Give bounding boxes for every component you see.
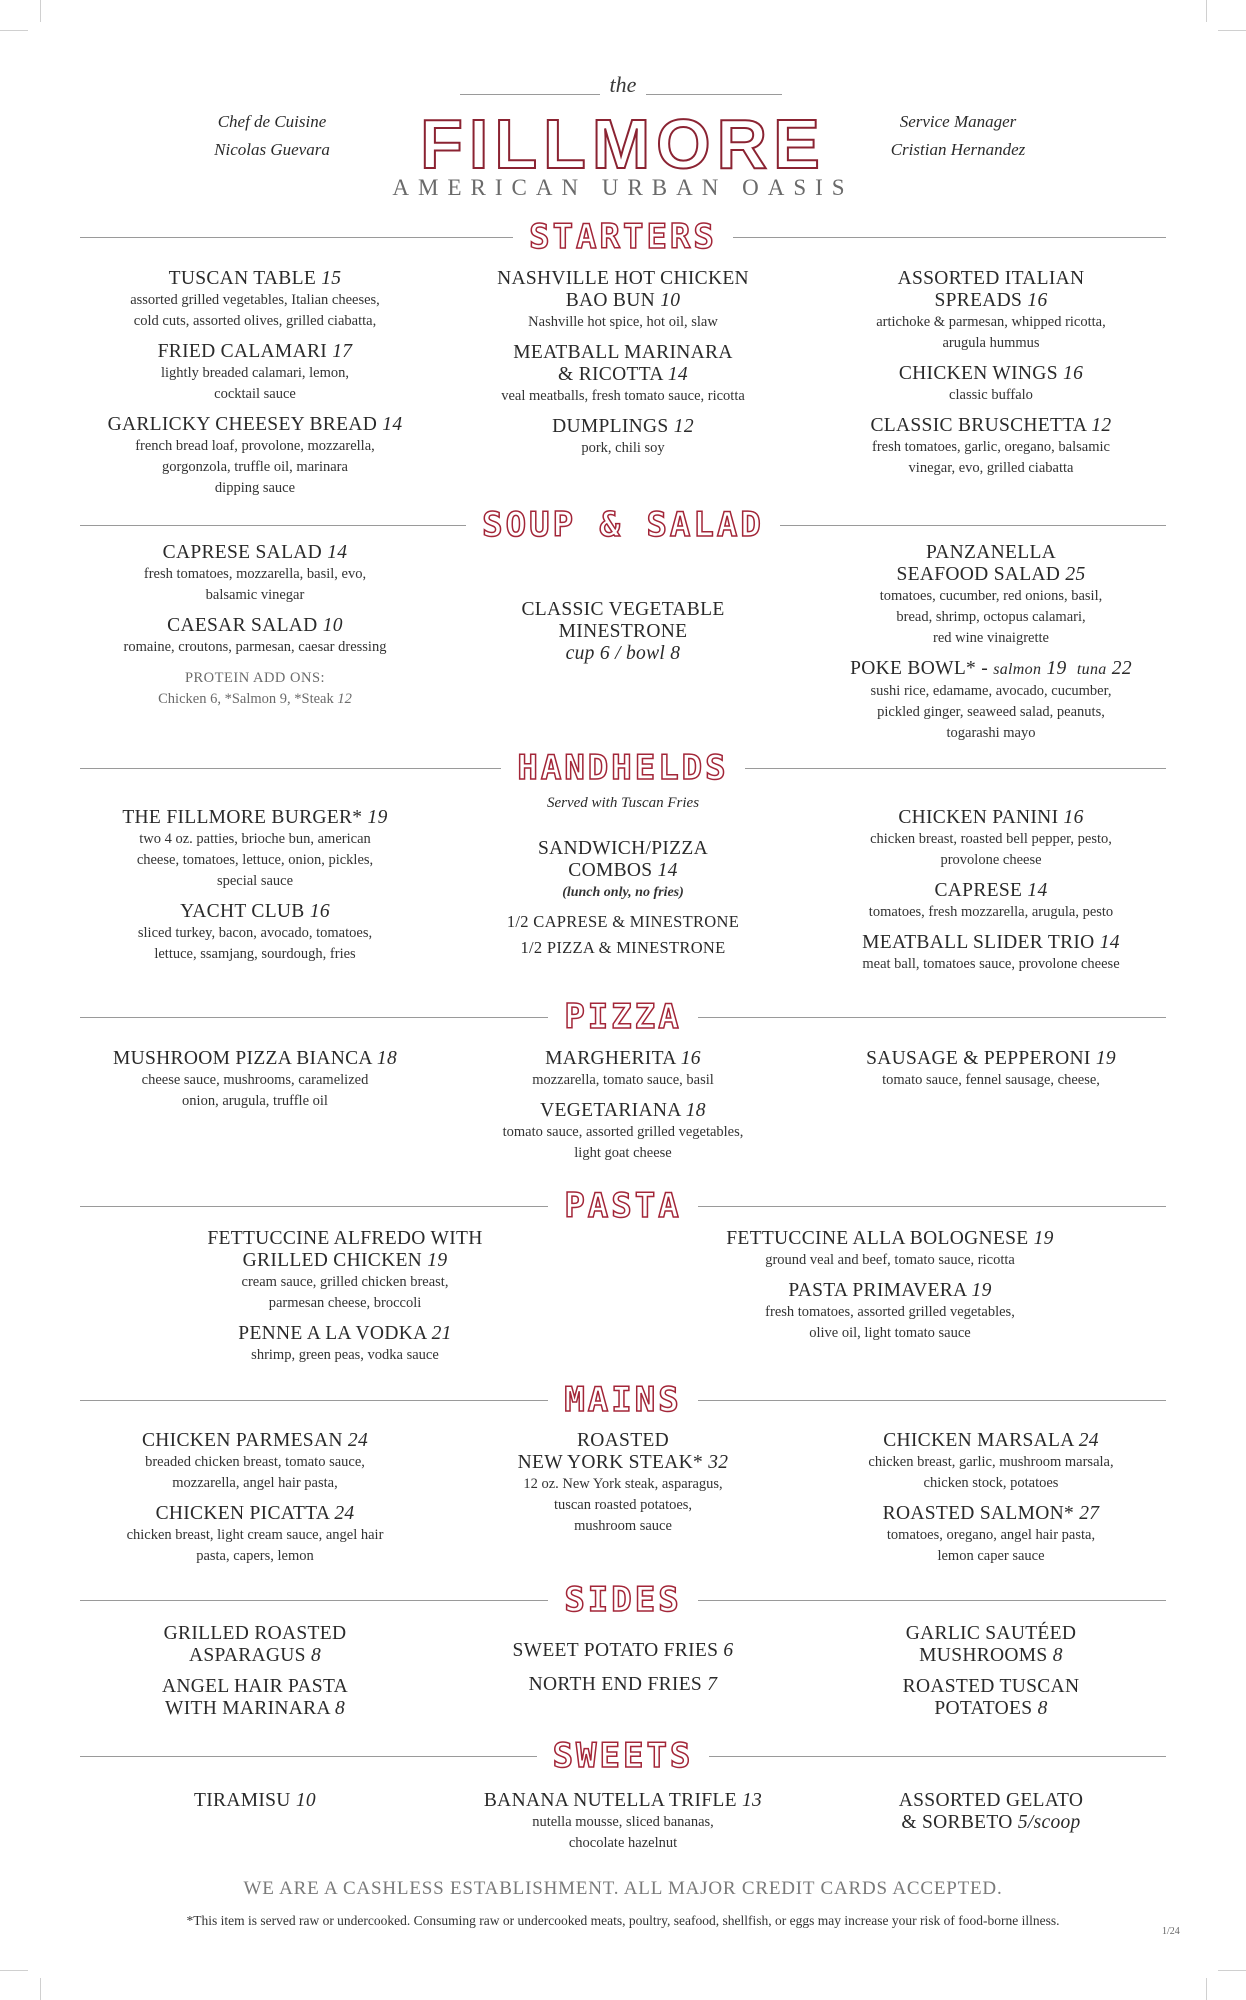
- crop-mark: [0, 30, 28, 31]
- item-desc: fresh tomatoes, assorted grilled vegetables,: [765, 1304, 1015, 1320]
- item-desc: gorgonzola, truffle oil, marinara: [162, 459, 348, 475]
- item-name: TIRAMISU: [194, 1790, 291, 1811]
- item-name: CAPRESE: [934, 880, 1023, 901]
- raw-food-disclaimer: *This item is served raw or undercooked. Consuming raw or undercooked meats, poultry, seafood, shellfish, or eggs may increase your risk of food-borne illness.: [186, 1913, 1060, 1928]
- menu-item: [80, 1430, 430, 1494]
- item-option: tuna: [1076, 661, 1107, 678]
- item-desc: mushroom sauce: [574, 1518, 672, 1534]
- item-price: 19: [1046, 658, 1067, 679]
- item-option: salmon: [993, 661, 1042, 678]
- item-desc: chicken breast, garlic, mushroom marsala,: [868, 1454, 1114, 1470]
- handhelds-col-2: [448, 838, 798, 961]
- pasta-col-2: [700, 1228, 1080, 1353]
- addons-price: 12: [337, 691, 352, 707]
- menu-item: [448, 1640, 798, 1662]
- item-name: WITH MARINARA: [164, 1698, 330, 1719]
- menu-item: [448, 342, 798, 407]
- menu-item: [80, 615, 430, 658]
- item-desc: chocolate hazelnut: [568, 1835, 678, 1851]
- item-price: 24: [1078, 1430, 1099, 1451]
- section-soup-salad: [0, 503, 1246, 547]
- item-name: DUMPLINGS: [552, 416, 669, 437]
- section-handhelds: [0, 746, 1246, 790]
- item-desc: tomatoes, cucumber, red onions, basil,: [879, 588, 1103, 604]
- item-desc: classic buffalo: [949, 387, 1033, 403]
- brand-subtitle: AMERICAN URBAN OASIS: [392, 175, 854, 200]
- item-name: MUSHROOMS: [919, 1645, 1048, 1666]
- item-desc: ground veal and beef, tomato sauce, ricotta: [765, 1252, 1015, 1268]
- item-price: 14: [382, 414, 403, 435]
- item-desc: bread, shrimp, octopus calamari,: [896, 609, 1086, 625]
- item-desc: chicken breast, light cream sauce, angel hair: [126, 1527, 384, 1543]
- soup-salad-col-2: [448, 599, 798, 674]
- crop-mark: [1218, 30, 1246, 31]
- crop-mark: [1206, 1978, 1207, 2000]
- item-price: 12: [1091, 415, 1112, 436]
- item-desc: pork, chili soy: [581, 440, 665, 456]
- menu-item: [816, 1048, 1166, 1091]
- item-desc: cocktail sauce: [214, 386, 296, 402]
- item-desc: balsamic vinegar: [205, 587, 305, 603]
- item-name: FRIED CALAMARI: [157, 341, 328, 362]
- item-desc: artichoke & parmesan, whipped ricotta,: [876, 314, 1106, 330]
- menu-item: [816, 363, 1166, 406]
- menu-item: [816, 658, 1166, 744]
- crop-mark: [40, 1978, 41, 2000]
- item-name: GARLICKY CHEESEY BREAD: [107, 414, 378, 435]
- menu-item: [80, 1048, 430, 1112]
- item-price: 22: [1111, 658, 1132, 679]
- item-name: CAPRESE SALAD: [162, 542, 323, 563]
- item-desc: cheese, tomatoes, lettuce, onion, pickles,: [136, 852, 374, 868]
- cashless-notice: WE ARE A CASHLESS ESTABLISHMENT. ALL MAJOR CREDIT CARDS ACCEPTED.: [243, 1878, 1003, 1899]
- pasta-col-1: [180, 1228, 510, 1375]
- item-price: 19: [367, 807, 388, 828]
- item-price: 15: [321, 268, 342, 289]
- item-name: ANGEL HAIR PASTA: [162, 1676, 348, 1697]
- item-name: & RICOTTA: [558, 364, 663, 385]
- item-name: ROASTED SALMON*: [882, 1503, 1075, 1524]
- item-price: 24: [334, 1503, 355, 1524]
- item-price: 8: [334, 1698, 345, 1719]
- item-name: GARLIC SAUTÉED: [905, 1623, 1077, 1644]
- item-desc: olive oil, light tomato sauce: [809, 1325, 971, 1341]
- item-name: BAO BUN: [565, 290, 656, 311]
- menu-item: [816, 1430, 1166, 1494]
- item-name: GRILLED CHICKEN: [242, 1250, 423, 1271]
- item-name: ASSORTED ITALIAN: [897, 268, 1085, 289]
- mains-col-1: [80, 1430, 430, 1576]
- item-name: MINESTRONE: [558, 621, 688, 642]
- brand-the: the: [609, 72, 637, 97]
- item-name: CAESAR SALAD: [167, 615, 318, 636]
- item-desc: tomato sauce, fennel sausage, cheese,: [882, 1072, 1100, 1088]
- item-desc: lettuce, ssamjang, sourdough, fries: [154, 946, 356, 962]
- item-desc: Nashville hot spice, hot oil, slaw: [528, 314, 718, 330]
- item-price: 5/scoop: [1017, 1812, 1081, 1833]
- item-desc: parmesan cheese, broccoli: [268, 1295, 422, 1311]
- section-title: STARTERS: [513, 217, 733, 257]
- item-price: 16: [1027, 290, 1048, 311]
- item-desc: chicken breast, roasted bell pepper, pesto,: [870, 831, 1112, 847]
- menu-item: [816, 542, 1166, 649]
- menu-item: [80, 1676, 430, 1720]
- menu-item: [80, 1623, 430, 1667]
- item-price: 16: [1063, 807, 1084, 828]
- item-name: NORTH END FRIES: [528, 1674, 703, 1695]
- item-price: 10: [322, 615, 343, 636]
- item-name: FETTUCCINE ALFREDO WITH: [207, 1228, 483, 1249]
- menu-item: [448, 268, 798, 333]
- item-price: 8: [1037, 1698, 1048, 1719]
- item-price: 8: [1052, 1645, 1063, 1666]
- menu-item: [448, 1100, 798, 1164]
- crop-mark: [40, 0, 41, 22]
- menu-item: [180, 1228, 510, 1314]
- chef-role: Chef de Cuisine: [217, 112, 327, 131]
- menu-item: [448, 1430, 798, 1537]
- item-desc: breaded chicken breast, tomato sauce,: [145, 1454, 365, 1470]
- section-title: PIZZA: [548, 997, 697, 1037]
- item-price: 14: [1099, 932, 1120, 953]
- item-name: CHICKEN PARMESAN: [141, 1430, 343, 1451]
- item-price: 7: [707, 1674, 718, 1695]
- starters-col-3: [816, 268, 1166, 488]
- item-name: PENNE A LA VODKA: [238, 1323, 427, 1344]
- menu-item: [448, 416, 798, 459]
- item-desc: vinegar, evo, grilled ciabatta: [908, 460, 1074, 476]
- item-desc: onion, arugula, truffle oil: [182, 1093, 328, 1109]
- item-name: POKE BOWL* -: [850, 658, 994, 679]
- item-price: 17: [332, 341, 353, 362]
- item-price: 21: [431, 1323, 452, 1344]
- item-name: POTATOES: [934, 1698, 1033, 1719]
- menu-item: [80, 807, 430, 892]
- item-name: GRILLED ROASTED: [163, 1623, 347, 1644]
- item-desc: pickled ginger, seaweed salad, peanuts,: [877, 704, 1105, 720]
- item-desc: special sauce: [216, 873, 294, 889]
- item-name: YACHT CLUB: [180, 901, 305, 922]
- item-desc: 12 oz. New York steak, asparagus,: [523, 1476, 723, 1492]
- item-desc: meat ball, tomatoes sauce, provolone cheese: [862, 956, 1120, 972]
- section-starters: [0, 215, 1246, 259]
- item-name: CHICKEN MARSALA: [883, 1430, 1074, 1451]
- sweets-col-3: [816, 1790, 1166, 1834]
- item-price: 27: [1079, 1503, 1100, 1524]
- crop-mark: [1206, 0, 1207, 22]
- item-name: PANZANELLA: [925, 542, 1057, 563]
- pizza-col-3: [816, 1048, 1166, 1100]
- item-price: 25: [1065, 564, 1086, 585]
- item-desc: two 4 oz. patties, brioche bun, american: [139, 831, 371, 847]
- mains-col-3: [816, 1430, 1166, 1576]
- protein-addons-title: PROTEIN ADD ONS:: [184, 670, 326, 686]
- handhelds-col-1: [80, 807, 430, 974]
- item-name: ROASTED: [576, 1430, 670, 1451]
- manager-role: Service Manager: [899, 112, 1017, 131]
- menu-item: [816, 415, 1166, 479]
- item-desc: sushi rice, edamame, avocado, cucumber,: [870, 683, 1112, 699]
- item-desc: nutella mousse, sliced bananas,: [532, 1814, 714, 1830]
- item-desc: chicken stock, potatoes: [923, 1475, 1059, 1491]
- sides-col-3: [816, 1623, 1166, 1729]
- item-price: 8: [311, 1645, 322, 1666]
- item-price: 32: [708, 1452, 729, 1473]
- item-desc: assorted grilled vegetables, Italian cheeses,: [130, 292, 380, 308]
- combo-option: 1/2 CAPRESE & MINESTRONE: [506, 912, 740, 931]
- section-title: MAINS: [548, 1380, 697, 1420]
- item-desc: french bread loaf, provolone, mozzarella,: [135, 438, 375, 454]
- menu-item: [816, 1623, 1166, 1667]
- item-name: CLASSIC VEGETABLE: [521, 599, 725, 620]
- item-name: THE FILLMORE BURGER*: [122, 807, 363, 828]
- combo-option: 1/2 PIZZA & MINESTRONE: [520, 938, 726, 957]
- item-desc: fresh tomatoes, garlic, oregano, balsamic: [872, 439, 1110, 455]
- soup-salad-col-1: [80, 542, 430, 710]
- item-desc: tuscan roasted potatoes,: [553, 1497, 693, 1513]
- item-price: 16: [680, 1048, 701, 1069]
- item-desc: light goat cheese: [574, 1145, 672, 1161]
- section-title: SWEETS: [537, 1736, 710, 1776]
- handhelds-col-3: [816, 807, 1166, 984]
- item-name: FETTUCCINE ALLA BOLOGNESE: [726, 1228, 1029, 1249]
- menu-item: [80, 341, 430, 405]
- manager-name: Cristian Hernandez: [890, 140, 1026, 159]
- item-price: 16: [1063, 363, 1084, 384]
- pizza-col-2: [448, 1048, 798, 1173]
- sweets-col-1: [80, 1790, 430, 1812]
- item-price: cup 6 / bowl 8: [565, 643, 681, 664]
- item-desc: red wine vinaigrette: [933, 630, 1049, 646]
- item-price: 19: [971, 1280, 992, 1301]
- menu-item: [80, 901, 430, 965]
- item-name: CHICKEN PICATTA: [155, 1503, 330, 1524]
- item-name: MUSHROOM PIZZA BIANCA: [112, 1048, 372, 1069]
- item-desc: mozzarella, tomato sauce, basil: [532, 1072, 714, 1088]
- section-title: PASTA: [548, 1186, 697, 1226]
- soup-salad-col-3: [816, 542, 1166, 753]
- item-price: 24: [347, 1430, 369, 1451]
- section-title: SIDES: [548, 1580, 697, 1620]
- item-desc: togarashi mayo: [946, 725, 1036, 741]
- item-name: NASHVILLE HOT CHICKEN: [497, 268, 749, 289]
- item-name: CHICKEN PANINI: [898, 807, 1059, 828]
- item-name: ROASTED TUSCAN: [902, 1676, 1080, 1697]
- item-price: 14: [657, 860, 678, 881]
- menu-item: [816, 932, 1166, 975]
- item-desc: lemon caper sauce: [937, 1548, 1045, 1564]
- item-name: MEATBALL SLIDER TRIO: [862, 932, 1095, 953]
- item-desc: arugula hummus: [942, 335, 1040, 351]
- menu-item: [180, 1323, 510, 1366]
- menu-item: [448, 1674, 798, 1696]
- item-name: SAUSAGE & PEPPERONI: [866, 1048, 1091, 1069]
- item-price: 13: [742, 1790, 763, 1811]
- item-price: 6: [723, 1640, 734, 1661]
- crop-mark: [1218, 1970, 1246, 1971]
- section-pizza: [0, 995, 1246, 1039]
- item-name: PASTA PRIMAVERA: [788, 1280, 967, 1301]
- item-price: 14: [1027, 880, 1048, 901]
- item-name: MARGHERITA: [545, 1048, 676, 1069]
- section-sweets: [0, 1734, 1246, 1778]
- item-price: 10: [660, 290, 681, 311]
- item-name: ASPARAGUS: [188, 1645, 306, 1666]
- menu-item: [448, 599, 798, 665]
- item-desc: cold cuts, assorted olives, grilled ciabatta,: [133, 313, 377, 329]
- item-price: 16: [309, 901, 330, 922]
- sides-col-1: [80, 1623, 430, 1729]
- addons-list: Chicken 6, *Salmon 9, *Steak: [158, 691, 338, 707]
- brand-title: FILLMORE: [420, 105, 826, 183]
- starters-col-1: [80, 268, 430, 508]
- item-name: VEGETARIANA: [540, 1100, 681, 1121]
- page-number: 1/24: [1162, 1926, 1180, 1937]
- item-price: 10: [295, 1790, 316, 1811]
- handhelds-note: Served with Tuscan Fries: [546, 795, 700, 811]
- item-desc: mozzarella, angel hair pasta,: [172, 1475, 338, 1491]
- menu-item: [816, 1503, 1166, 1567]
- chef-name: Nicolas Guevara: [214, 140, 330, 159]
- item-desc: cheese sauce, mushrooms, caramelized: [141, 1072, 369, 1088]
- item-price: 12: [673, 416, 694, 437]
- sweets-col-2: [448, 1790, 798, 1854]
- section-title: SOUP & SALAD: [466, 505, 780, 545]
- menu-item: [80, 414, 430, 499]
- menu-item: [80, 542, 430, 606]
- section-sides: [0, 1578, 1246, 1622]
- item-name: SEAFOOD SALAD: [896, 564, 1061, 585]
- item-desc: tomatoes, oregano, angel hair pasta,: [886, 1527, 1096, 1543]
- pizza-col-1: [80, 1048, 430, 1121]
- item-price: 18: [376, 1048, 398, 1069]
- item-desc: sliced turkey, bacon, avocado, tomatoes,: [137, 925, 373, 941]
- item-price: 19: [1033, 1228, 1054, 1249]
- item-name: SPREADS: [934, 290, 1023, 311]
- item-name: SWEET POTATO FRIES: [512, 1640, 719, 1661]
- item-price: 18: [685, 1100, 706, 1121]
- item-name: SANDWICH/PIZZA: [538, 838, 708, 859]
- starters-col-2: [448, 268, 798, 468]
- menu-item: [816, 268, 1166, 354]
- item-note: (lunch only, no fries): [562, 885, 684, 900]
- item-desc: veal meatballs, fresh tomato sauce, ricotta: [501, 388, 745, 404]
- menu-item: [816, 880, 1166, 923]
- item-price: 19: [427, 1250, 448, 1271]
- section-mains: [0, 1378, 1246, 1422]
- item-name: CHICKEN WINGS: [898, 363, 1058, 384]
- menu-item: [448, 1048, 798, 1091]
- protein-addons: [80, 689, 430, 710]
- item-price: 14: [327, 542, 348, 563]
- section-pasta: [0, 1184, 1246, 1228]
- menu-item: [80, 1503, 430, 1567]
- menu-item: [700, 1280, 1080, 1344]
- item-desc: tomatoes, fresh mozzarella, arugula, pesto: [868, 904, 1114, 920]
- item-price: 19: [1095, 1048, 1116, 1069]
- item-name: MEATBALL MARINARA: [513, 342, 733, 363]
- item-name: COMBOS: [568, 860, 653, 881]
- section-title: HANDHELDS: [501, 748, 744, 788]
- item-desc: dipping sauce: [214, 480, 296, 496]
- item-price: 14: [667, 364, 688, 385]
- item-desc: romaine, croutons, parmesan, caesar dressing: [123, 639, 387, 655]
- crop-mark: [0, 1970, 28, 1971]
- item-desc: shrimp, green peas, vodka sauce: [251, 1347, 439, 1363]
- item-name: TUSCAN TABLE: [168, 268, 317, 289]
- item-name: & SORBETO: [901, 1812, 1013, 1833]
- menu-item: [80, 268, 430, 332]
- item-name: NEW YORK STEAK*: [517, 1452, 704, 1473]
- item-desc: tomato sauce, assorted grilled vegetables,: [502, 1124, 744, 1140]
- item-desc: provolone cheese: [940, 852, 1042, 868]
- menu-item: [700, 1228, 1080, 1271]
- item-name: CLASSIC BRUSCHETTA: [870, 415, 1087, 436]
- sides-col-2: [448, 1640, 798, 1705]
- item-desc: fresh tomatoes, mozzarella, basil, evo,: [143, 566, 367, 582]
- menu-item: [816, 1676, 1166, 1720]
- item-desc: lightly breaded calamari, lemon,: [160, 365, 350, 381]
- mains-col-2: [448, 1430, 798, 1546]
- item-desc: cream sauce, grilled chicken breast,: [241, 1274, 449, 1290]
- item-desc: pasta, capers, lemon: [196, 1548, 314, 1564]
- item-name: ASSORTED GELATO: [898, 1790, 1084, 1811]
- item-name: BANANA NUTELLA TRIFLE: [483, 1790, 737, 1811]
- menu-item: [816, 807, 1166, 871]
